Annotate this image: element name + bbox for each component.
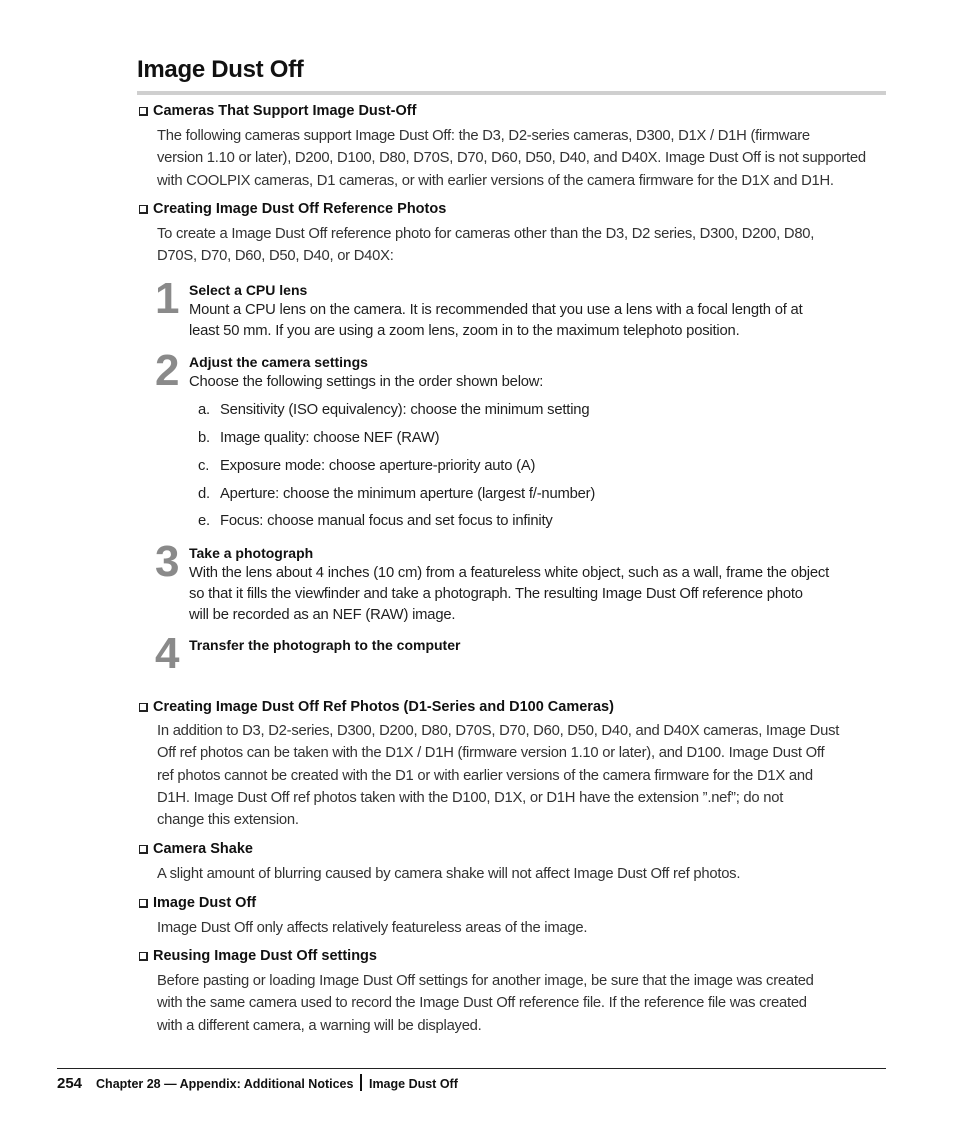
text-line: with COOLPIX cameras, D1 cameras, or with earlier versions of the camera firmware for the D1X and D1H. (157, 172, 834, 189)
substep-text: Exposure mode: choose aperture-priority auto (A) (220, 458, 536, 474)
paragraph-reusing-settings (157, 970, 892, 1037)
text-line: In addition to D3, D2-series, D300, D200, D80, D70S, D70, D60, D50, D40, and D40X cameras, Image Dust (157, 723, 840, 739)
paragraph-camera-shake (157, 863, 892, 885)
text-line: change this extension. (157, 812, 299, 829)
substep-d (198, 484, 595, 504)
text-line: Off ref photos can be taken with the D1X / D1H (firmware version 1.10 or later), and D100. Image Dust Off (157, 745, 825, 762)
step-title: Take a photograph (189, 545, 314, 561)
section-heading-text: Creating Image Dust Off Ref Photos (D1-Series and D100 Cameras) (153, 699, 614, 715)
checkbox-square-icon (139, 703, 148, 712)
substep-letter: b. (198, 430, 210, 446)
checkbox-square-icon (139, 845, 148, 854)
section-heading-text: Image Dust Off (153, 895, 257, 911)
step-number: 4 (155, 629, 178, 678)
page-footer (57, 1071, 458, 1092)
text-line: To create a Image Dust Off reference photo for cameras other than the D3, D2 series, D300, D200, D80, (157, 226, 815, 242)
footer-chapter: Chapter 28 — Appendix: Additional Notices (96, 1077, 354, 1091)
step-title: Adjust the camera settings (189, 354, 368, 370)
substep-text: Focus: choose manual focus and set focus to infinity (220, 513, 553, 529)
section-heading-text: Cameras That Support Image Dust-Off (153, 103, 417, 119)
substep-text: Sensitivity (ISO equivalency): choose the minimum setting (220, 402, 590, 418)
section-heading-reusing-settings (139, 948, 377, 964)
text-line: so that it fills the viewfinder and take a photograph. The resulting Image Dust Off reference photo (189, 586, 803, 602)
substep-letter: e. (198, 513, 210, 529)
footer-separator (360, 1074, 362, 1091)
text-line: Before pasting or loading Image Dust Off settings for another image, be sure that the image was created (157, 973, 814, 989)
substep-a (198, 400, 589, 420)
section-heading-text: Camera Shake (153, 841, 253, 857)
text-line: A slight amount of blurring caused by camera shake will not affect Image Dust Off ref photos. (157, 866, 741, 882)
footer-rule (57, 1068, 886, 1069)
substep-e (198, 511, 553, 531)
paragraph-image-dust-off (157, 917, 892, 939)
text-line: D1H. Image Dust Off ref photos taken with the D100, D1X, or D1H have the extension ”.nef”; do not (157, 789, 784, 806)
substep-text: Image quality: choose NEF (RAW) (220, 430, 440, 446)
paragraph-creating-reference-photos (157, 223, 892, 268)
text-line: version 1.10 or later), D200, D100, D80, D70S, D70, D60, D50, D40, and D40X. Image Dust Off is not supported (157, 150, 866, 167)
substep-letter: a. (198, 402, 210, 418)
step-number: 3 (155, 537, 178, 586)
text-line: will be recorded as an NEF (RAW) image. (189, 607, 456, 623)
paragraph-d1-d100-ref-photos (157, 720, 892, 831)
step-number: 1 (155, 274, 178, 323)
checkbox-square-icon (139, 205, 148, 214)
substep-c (198, 456, 535, 476)
checkbox-square-icon (139, 952, 148, 961)
section-heading-camera-shake (139, 841, 253, 857)
step-title: Select a CPU lens (189, 282, 308, 298)
substep-text: Aperture: choose the minimum aperture (largest f/-number) (220, 486, 596, 502)
section-heading-text: Reusing Image Dust Off settings (153, 948, 377, 964)
step-text (189, 300, 889, 342)
substep-b (198, 428, 439, 448)
checkbox-square-icon (139, 107, 148, 116)
section-heading-image-dust-off (139, 895, 256, 911)
footer-section: Image Dust Off (368, 1077, 458, 1091)
step-title: Transfer the photograph to the computer (189, 637, 461, 653)
text-line: Choose the following settings in the order shown below: (189, 374, 544, 390)
section-heading-d1-d100-ref-photos (139, 699, 614, 715)
text-line: The following cameras support Image Dust Off: the D3, D2-series cameras, D300, D1X / D1H (firmware (157, 128, 810, 144)
substep-letter: d. (198, 486, 210, 502)
text-line: least 50 mm. If you are using a zoom lens, zoom in to the maximum telephoto position. (189, 323, 740, 339)
text-line: Mount a CPU lens on the camera. It is recommended that you use a lens with a focal length of at (189, 302, 803, 318)
section-heading-text: Creating Image Dust Off Reference Photos (153, 201, 447, 217)
section-heading-supported-cameras (139, 103, 416, 119)
text-line: with a different camera, a warning will be displayed. (157, 1017, 482, 1034)
step-number: 2 (155, 346, 178, 395)
page-title: Image Dust Off (137, 56, 304, 83)
step-text (189, 563, 889, 626)
text-line: With the lens about 4 inches (10 cm) from a featureless white object, such as a wall, frame the object (189, 565, 830, 581)
checkbox-square-icon (139, 899, 148, 908)
paragraph-supported-cameras (157, 125, 892, 192)
step-text (189, 372, 889, 393)
text-line: ref photos cannot be created with the D1 or with earlier versions of the camera firmware for the D1X and (157, 767, 813, 784)
text-line: D70S, D70, D60, D50, D40, or D40X: (157, 248, 394, 265)
page-number: 254 (57, 1075, 83, 1092)
title-rule (137, 91, 886, 95)
section-heading-creating-reference-photos (139, 201, 446, 217)
substep-letter: c. (198, 458, 210, 474)
text-line: Image Dust Off only affects relatively featureless areas of the image. (157, 920, 588, 936)
text-line: with the same camera used to record the Image Dust Off reference file. If the reference file was created (157, 995, 807, 1012)
